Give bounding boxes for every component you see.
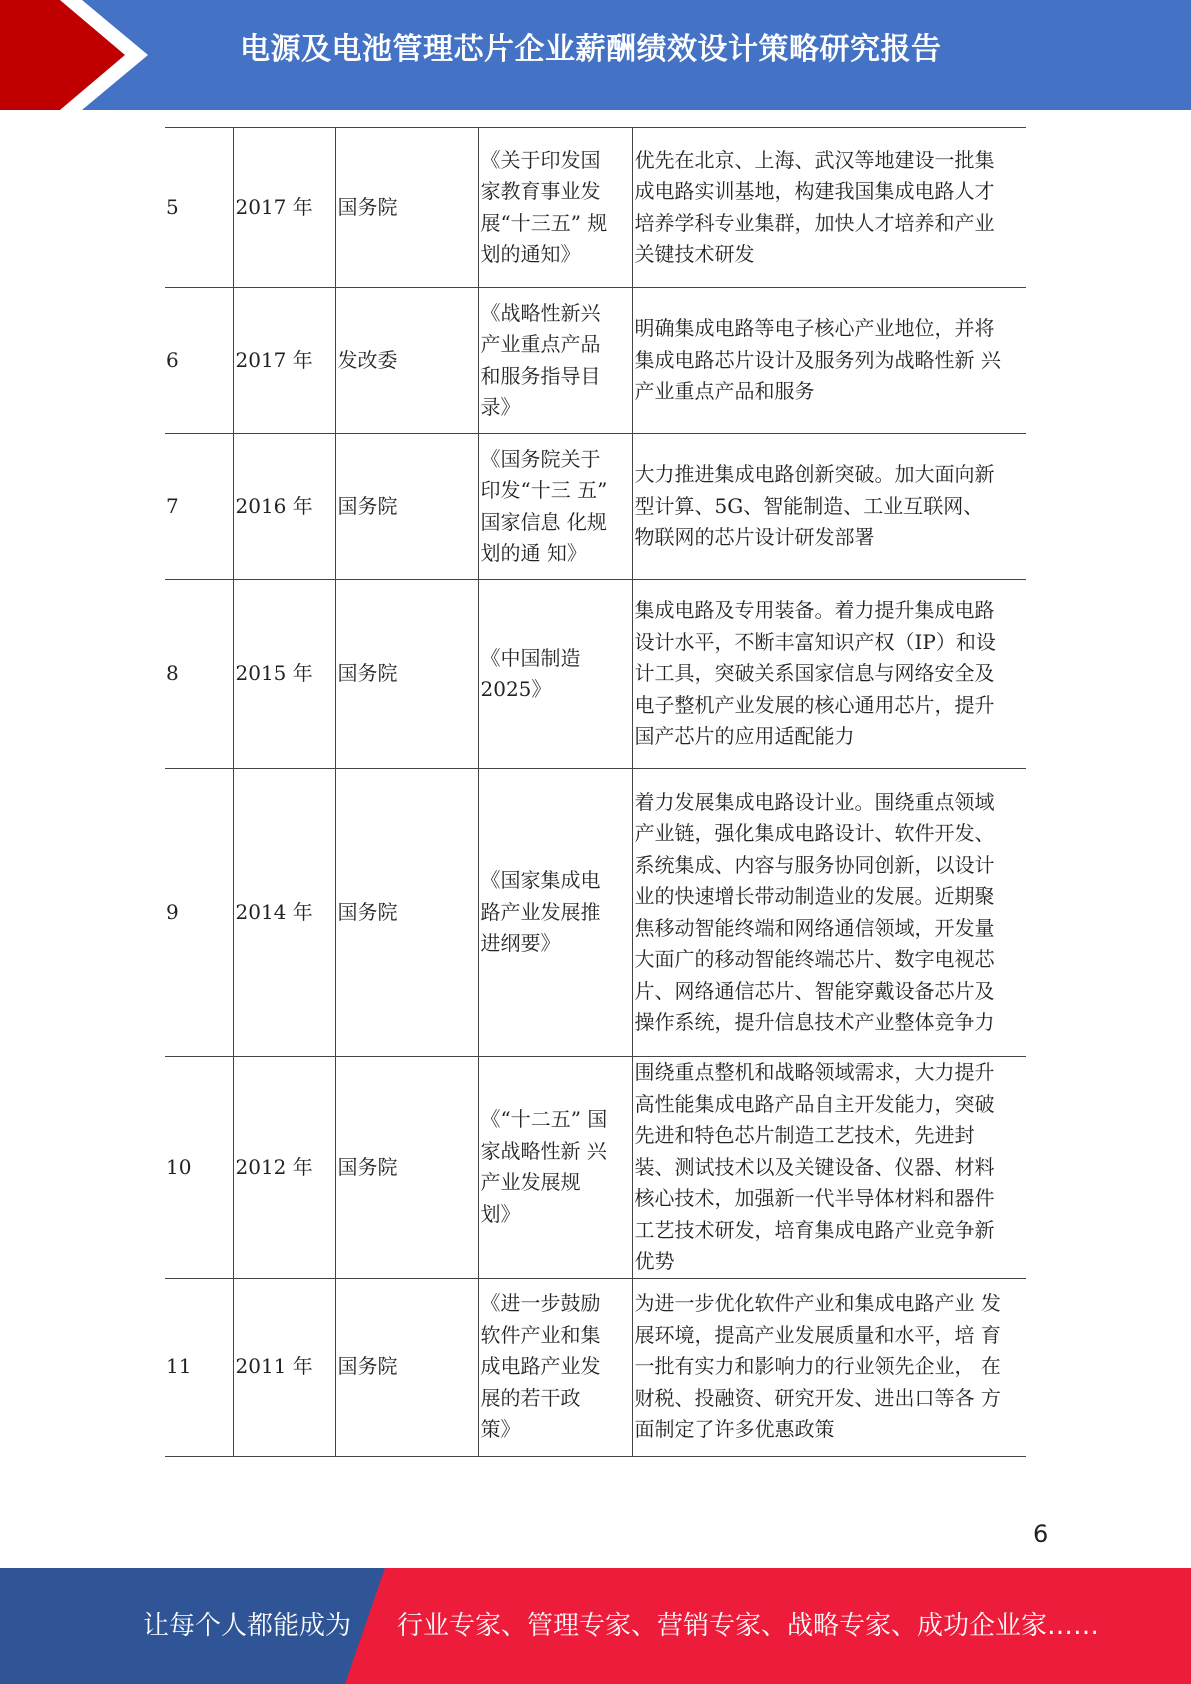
table-row — [165, 434, 1026, 580]
document-title-line: 产业发展规 — [480, 1170, 581, 1195]
document-title-line: 和服务指导目 — [480, 363, 601, 388]
table-row — [165, 580, 1026, 769]
description-line: 装、测试技术以及关键设备、仪器、材料 — [634, 1154, 995, 1179]
page-footer — [0, 1568, 1191, 1684]
document-title-line: 进纲要》 — [480, 931, 561, 956]
year-cell — [233, 434, 335, 580]
description-line: 优势 — [634, 1249, 675, 1273]
row-number-cell — [165, 288, 233, 434]
document-title-cell — [478, 434, 632, 580]
year-cell — [233, 580, 335, 769]
description-cell — [632, 1278, 1026, 1456]
description-line: 着力发展集成电路设计业。围绕重点领域 — [634, 789, 995, 814]
row-number-cell — [165, 580, 233, 769]
description-line: 核心技术，加强新一代半导体材料和器件 — [634, 1186, 995, 1210]
description-line: 财税、投融资、研究开发、进出口等各 方 — [634, 1385, 1001, 1410]
description-line: 高性能集成电路产品自主开发能力，突破 — [634, 1091, 995, 1116]
document-title-line: 策》 — [480, 1417, 521, 1442]
row-number: 5 — [166, 194, 179, 219]
year-cell — [233, 288, 335, 434]
footer-slogan-left: 让每个人都能成为 — [143, 1611, 352, 1641]
description-cell — [632, 769, 1026, 1057]
description-line: 展环境，提高产业发展质量和水平，培 育 — [634, 1322, 1001, 1347]
page-header — [0, 0, 1191, 110]
description-line: 焦移动智能终端和网络通信领域，开发量 — [634, 915, 995, 940]
description-line: 设计水平，不断丰富知识产权（IP）和设 — [634, 629, 996, 654]
document-title-line: 《中国制造 — [480, 645, 581, 670]
description-cell — [632, 1057, 1026, 1279]
description-line: 成电路实训基地，构建我国集成电路人才 — [634, 179, 995, 203]
department: 国务院 — [337, 661, 398, 686]
department: 国务院 — [337, 899, 398, 924]
document-title-line: 产业重点产品 — [480, 332, 601, 356]
row-number-cell — [165, 769, 233, 1057]
policy-table — [165, 127, 1026, 1457]
year: 2017 年 — [235, 347, 313, 372]
department-cell — [335, 128, 478, 288]
description-cell — [632, 288, 1026, 434]
table-row — [165, 1057, 1026, 1279]
description-line: 系统集成、内容与服务协同创新，以设计 — [634, 852, 995, 877]
description-line: 先进和特色芯片制造工艺技术，先进封 — [634, 1123, 975, 1147]
description-line: 产业链，强化集成电路设计、软件开发、 — [634, 821, 995, 845]
description-line: 国产芯片的应用适配能力 — [634, 724, 855, 749]
table-row — [165, 1278, 1026, 1456]
document-title-cell — [478, 580, 632, 769]
document-title-line: 家教育事业发 — [480, 179, 601, 203]
department-cell — [335, 580, 478, 769]
document-title-line: 划的通知》 — [480, 242, 581, 266]
row-number: 7 — [166, 493, 179, 518]
page-number: 6 — [1033, 1520, 1049, 1548]
description-cell — [632, 128, 1026, 288]
year-cell — [233, 128, 335, 288]
table-row — [165, 288, 1026, 434]
report-title: 电源及电池管理芯片企业薪酬绩效设计策略研究报告 — [240, 32, 942, 67]
document-title-line: 《国务院关于 — [480, 446, 601, 471]
document-title-line: 《“十二五” 国 — [480, 1107, 608, 1132]
row-number: 11 — [166, 1354, 192, 1379]
year: 2017 年 — [235, 194, 313, 219]
description-line: 集成电路芯片设计及服务列为战略性新 兴 — [634, 347, 1001, 372]
row-number-cell — [165, 434, 233, 580]
document-title-cell — [478, 1057, 632, 1279]
table-row — [165, 769, 1026, 1057]
description-line: 一批有实力和影响力的行业领先企业， 在 — [634, 1354, 1001, 1379]
year-cell — [233, 1057, 335, 1279]
document-title-line: 软件产业和集 — [480, 1322, 601, 1347]
row-number-cell — [165, 128, 233, 288]
row-number-cell — [165, 1057, 233, 1279]
row-number: 9 — [166, 899, 179, 924]
description-line: 工艺技术研发，培育集成电路产业竞争新 — [634, 1217, 995, 1242]
table-row — [165, 128, 1026, 288]
description-cell — [632, 580, 1026, 769]
document-title-line: 成电路产业发 — [480, 1354, 601, 1379]
department: 国务院 — [337, 1354, 398, 1379]
description-line: 操作系统，提升信息技术产业整体竞争力 — [634, 1010, 995, 1034]
footer-slogan-right: 行业专家、管理专家、营销专家、战略专家、成功企业家…… — [397, 1611, 1100, 1641]
description-line: 培养学科专业集群，加快人才培养和产业 — [634, 210, 995, 235]
row-number: 10 — [166, 1154, 192, 1179]
document-title-line: 划》 — [480, 1201, 521, 1226]
description-line: 型计算、5G、智能制造、工业互联网、 — [634, 493, 984, 518]
description-line: 集成电路及专用装备。着力提升集成电路 — [634, 598, 995, 623]
year: 2016 年 — [235, 493, 313, 518]
document-title-cell — [478, 769, 632, 1057]
row-number: 6 — [166, 347, 179, 372]
description-line: 关键技术研发 — [634, 242, 755, 266]
document-title-cell — [478, 1278, 632, 1456]
description-line: 物联网的芯片设计研发部署 — [634, 525, 875, 550]
year: 2011 年 — [235, 1354, 313, 1379]
department-cell — [335, 1057, 478, 1279]
description-line: 片、网络通信芯片、智能穿戴设备芯片及 — [634, 978, 995, 1003]
description-line: 业的快速增长带动制造业的发展。近期聚 — [634, 884, 995, 908]
document-title-line: 路产业发展推 — [480, 899, 601, 924]
year-cell — [233, 1278, 335, 1456]
year: 2012 年 — [235, 1154, 313, 1179]
description-line: 计工具，突破关系国家信息与网络安全及 — [634, 661, 995, 686]
description-cell — [632, 434, 1026, 580]
department-cell — [335, 434, 478, 580]
row-number: 8 — [166, 661, 179, 686]
department: 发改委 — [337, 347, 398, 372]
department-cell — [335, 1278, 478, 1456]
document-title-line: 展“十三五” 规 — [480, 210, 608, 235]
row-number-cell — [165, 1278, 233, 1456]
document-title-line: 《进一步鼓励 — [480, 1291, 601, 1316]
description-line: 大力推进集成电路创新突破。加大面向新 — [634, 462, 995, 487]
document-title-cell — [478, 288, 632, 434]
document-title-line: 《战略性新兴 — [480, 300, 601, 325]
description-line: 明确集成电路等电子核心产业地位，并将 — [634, 316, 995, 341]
department: 国务院 — [337, 493, 398, 518]
department-cell — [335, 288, 478, 434]
document-title-line: 2025》 — [480, 677, 552, 701]
department: 国务院 — [337, 194, 398, 219]
document-title-cell — [478, 128, 632, 288]
header-chevron-decoration — [0, 0, 160, 110]
description-line: 大面广的移动智能终端芯片、数字电视芯 — [634, 947, 995, 971]
department: 国务院 — [337, 1154, 398, 1179]
year: 2015 年 — [235, 661, 313, 686]
year-cell — [233, 769, 335, 1057]
document-title-line: 《国家集成电 — [480, 868, 601, 893]
description-line: 产业重点产品和服务 — [634, 379, 815, 404]
document-title-line: 《关于印发国 — [480, 147, 601, 172]
document-title-line: 录》 — [480, 395, 521, 419]
document-title-line: 划的通 知》 — [480, 541, 587, 565]
document-title-line: 国家信息 化规 — [480, 509, 607, 534]
document-title-line: 展的若干政 — [480, 1385, 581, 1410]
document-title-line: 家战略性新 兴 — [480, 1138, 607, 1163]
description-line: 电子整机产业发展的核心通用芯片，提升 — [634, 692, 995, 717]
department-cell — [335, 769, 478, 1057]
description-line: 优先在北京、上海、武汉等地建设一批集 — [634, 147, 995, 172]
document-title-line: 印发“十三 五” — [480, 478, 608, 502]
description-line: 围绕重点整机和战略领域需求，大力提升 — [634, 1060, 995, 1084]
year: 2014 年 — [235, 899, 313, 924]
description-line: 面制定了许多优惠政策 — [634, 1417, 835, 1442]
description-line: 为进一步优化软件产业和集成电路产业 发 — [634, 1291, 1001, 1316]
